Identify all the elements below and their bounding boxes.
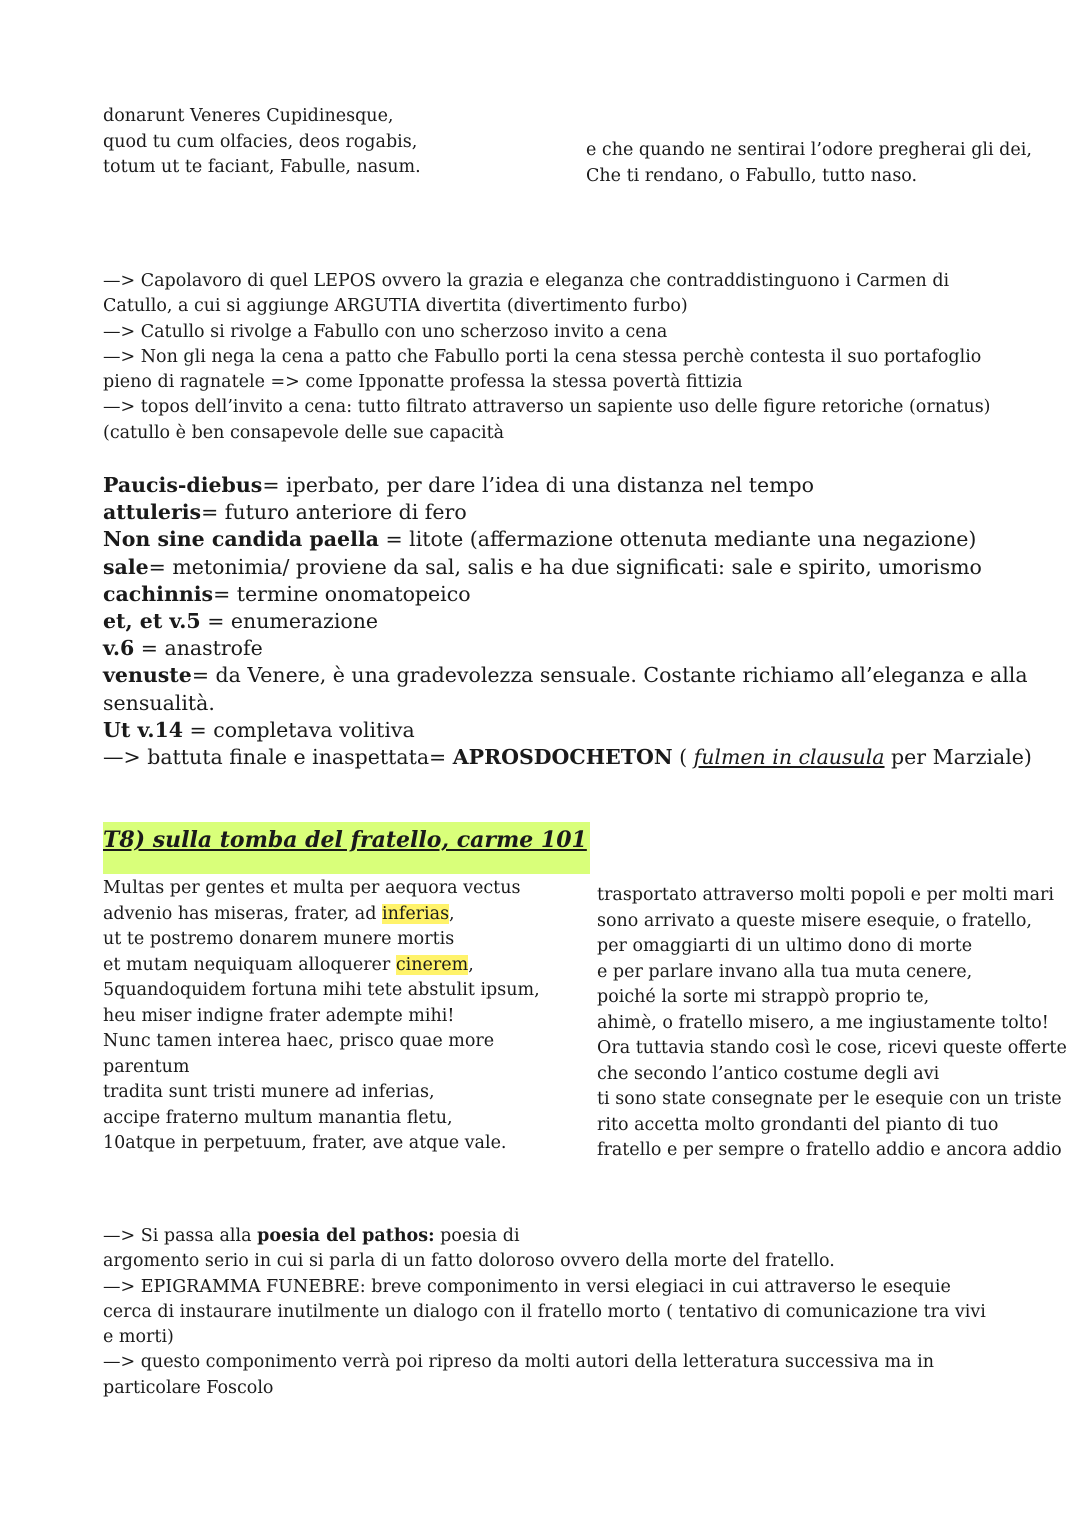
glossary-definition: = enumerazione	[200, 608, 379, 633]
section-title-band	[103, 822, 590, 874]
poem-line: quod tu cum olfacies, deos rogabis,	[103, 131, 418, 152]
poem-line: accipe fraterno multum manantia fletu,	[103, 1107, 453, 1128]
notes-pathos	[103, 1224, 986, 1401]
glossary-entry	[103, 526, 1032, 553]
poem-line: totum ut te faciant, Fabulle, nasum.	[103, 157, 421, 177]
note-line: particolare Foscolo	[103, 1377, 274, 1398]
glossary-term: Ut v.14	[103, 717, 183, 742]
note-line: Catullo, a cui si aggiunge ARGUTIA divertita (divertimento furbo)	[103, 296, 688, 317]
note-line: (catullo è ben consapevole delle sue capacità	[103, 422, 505, 443]
poem-line: Che ti rendano, o Fabullo, tutto naso.	[586, 165, 918, 186]
final-mid: (	[672, 744, 694, 769]
top-poem-latin	[103, 104, 421, 181]
poem-line: Multas per gentes et multa per aequora vectus	[103, 878, 521, 898]
poem-line: e che quando ne sentirai l’odore pregherai gli dei,	[586, 140, 1032, 160]
poem-line: poiché la sorte mi strappò proprio te,	[597, 987, 930, 1007]
note-bold: poesia del pathos:	[257, 1226, 435, 1246]
poem-line: parentum	[103, 1056, 190, 1077]
glossary-term: sale	[103, 554, 149, 579]
note-line: —> Non gli nega la cena a patto che Fabullo porti la cena stessa perchè contesta il suo portafoglio	[103, 346, 982, 367]
glossary-definition: sensualità.	[103, 690, 215, 715]
highlighted-word: cinerem	[395, 954, 469, 975]
final-italic: fulmen in clausula	[693, 744, 885, 769]
poem-text: ,	[449, 903, 455, 924]
note-line	[103, 1224, 986, 1249]
note-line: —> Catullo si rivolge a Fabullo con uno scherzoso invito a cena	[103, 321, 668, 342]
glossary-definition: = da Venere, è una gradevolezza sensuale. Costante richiamo all’eleganza e alla	[191, 663, 1028, 688]
glossary-term: Non sine candida paella	[103, 527, 379, 552]
poem-line: Ora tuttavia stando così le cose, ricevi queste offerte	[597, 1038, 1067, 1058]
glossary-entry	[103, 554, 1032, 581]
poem-line: 10atque in perpetuum, frater, ave atque vale.	[103, 1133, 507, 1153]
glossary-entry	[103, 581, 1032, 608]
glossary-definition: = termine onomatopeico	[213, 581, 471, 606]
rhetorical-glossary	[103, 472, 1032, 771]
poem-line: fratello e per sempre o fratello addio e ancora addio	[597, 1140, 1062, 1160]
glossary-term: et, et v.5	[103, 608, 201, 633]
glossary-term: v.6	[103, 636, 135, 661]
glossary-definition: = completava volitiva	[183, 717, 415, 742]
glossary-entry	[103, 499, 1032, 526]
poem-line: ut te postremo donarem munere mortis	[103, 929, 455, 949]
glossary-entry	[103, 472, 1032, 499]
glossary-term: venuste	[103, 663, 192, 688]
poem-line: Nunc tamen interea haec, prisco quae more	[103, 1031, 495, 1051]
glossary-definition: = metonimia/ proviene da sal, salis e ha due significati: sale e spirito, umorismo	[148, 554, 982, 579]
poem-line: tradita sunt tristi munere ad inferias,	[103, 1082, 435, 1102]
glossary-entry	[103, 608, 1032, 635]
glossary-final-line	[103, 744, 1032, 771]
note-line: argomento serio in cui si parla di un fatto doloroso ovvero della morte del fratello.	[103, 1251, 835, 1272]
notes-commentary	[103, 269, 991, 446]
note-line: pieno di ragnatele => come Ipponatte professa la stessa povertà fittizia	[103, 372, 743, 393]
highlighted-word: inferias	[381, 903, 450, 924]
poem-line: donarunt Veneres Cupidinesque,	[103, 106, 394, 126]
note-line: —> EPIGRAMMA FUNEBRE: breve componimento in versi elegiaci in cui attraverso le esequie	[103, 1276, 951, 1297]
section-title: T8) sulla tomba del fratello, carme 101	[103, 827, 587, 853]
glossary-definition: = anastrofe	[134, 636, 263, 661]
poem-line	[103, 902, 540, 928]
final-prefix: —> battuta finale e inaspettata=	[103, 744, 453, 769]
poem101-italian	[597, 883, 1067, 1164]
note-line: cerca di instaurare inutilmente un dialogo con il fratello morto ( tentativo di comunicazione tra vivi	[103, 1301, 986, 1322]
poem-text: et mutam nequiquam alloquerer	[103, 954, 396, 975]
poem101-latin	[103, 876, 540, 1157]
note-line: e morti)	[103, 1327, 174, 1348]
glossary-entry	[103, 662, 1032, 689]
note-line: —> Capolavoro di quel LEPOS ovvero la grazia e eleganza che contraddistinguono i Carmen di	[103, 271, 950, 291]
poem-text: advenio has miseras, frater, ad	[103, 903, 382, 924]
glossary-entry	[103, 635, 1032, 662]
final-suffix: per Marziale)	[884, 744, 1032, 769]
glossary-term: Paucis-diebus	[103, 473, 263, 497]
glossary-definition: = litote (affermazione ottenuta mediante una negazione)	[378, 527, 977, 552]
poem-line: che secondo l’antico costume degli avi	[597, 1063, 940, 1084]
note-line: —> questo componimento verrà poi ripreso da molti autori della letteratura successiva ma in	[103, 1352, 935, 1373]
poem-text: ,	[468, 954, 474, 975]
glossary-term: attuleris	[103, 500, 202, 525]
poem-line: sono arrivato a queste misere esequie, o fratello,	[597, 910, 1032, 931]
note-text: poesia di	[434, 1226, 520, 1246]
note-line: —> topos dell’invito a cena: tutto filtrato attraverso un sapiente uso delle figure retoriche (ornatus)	[103, 397, 991, 418]
poem-line: rito accetta molto grondanti del pianto di tuo	[597, 1114, 999, 1135]
poem-line: ahimè, o fratello misero, a me ingiustamente tolto!	[597, 1012, 1049, 1033]
poem-line: ti sono state consegnate per le esequie con un triste	[597, 1089, 1062, 1109]
poem-line: per omaggiarti di un ultimo dono di morte	[597, 936, 973, 956]
final-bold: APROSDOCHETON	[452, 744, 673, 769]
glossary-entry	[103, 717, 1032, 744]
poem-line: heu miser indigne frater adempte mihi!	[103, 1005, 455, 1026]
poem-line: 5quandoquidem fortuna mihi tete abstulit ipsum,	[103, 980, 540, 1000]
top-poem-italian	[586, 138, 1032, 189]
glossary-entry	[103, 690, 1032, 717]
poem-line: e per parlare invano alla tua muta cenere,	[597, 961, 973, 982]
poem-line	[103, 953, 540, 979]
poem-line: trasportato attraverso molti popoli e per molti mari	[597, 885, 1054, 905]
note-text: —> Si passa alla	[103, 1226, 258, 1246]
glossary-term: cachinnis	[103, 581, 214, 606]
glossary-definition: = iperbato, per dare l’idea di una distanza nel tempo	[262, 473, 814, 497]
glossary-definition: = futuro anteriore di fero	[201, 500, 467, 525]
